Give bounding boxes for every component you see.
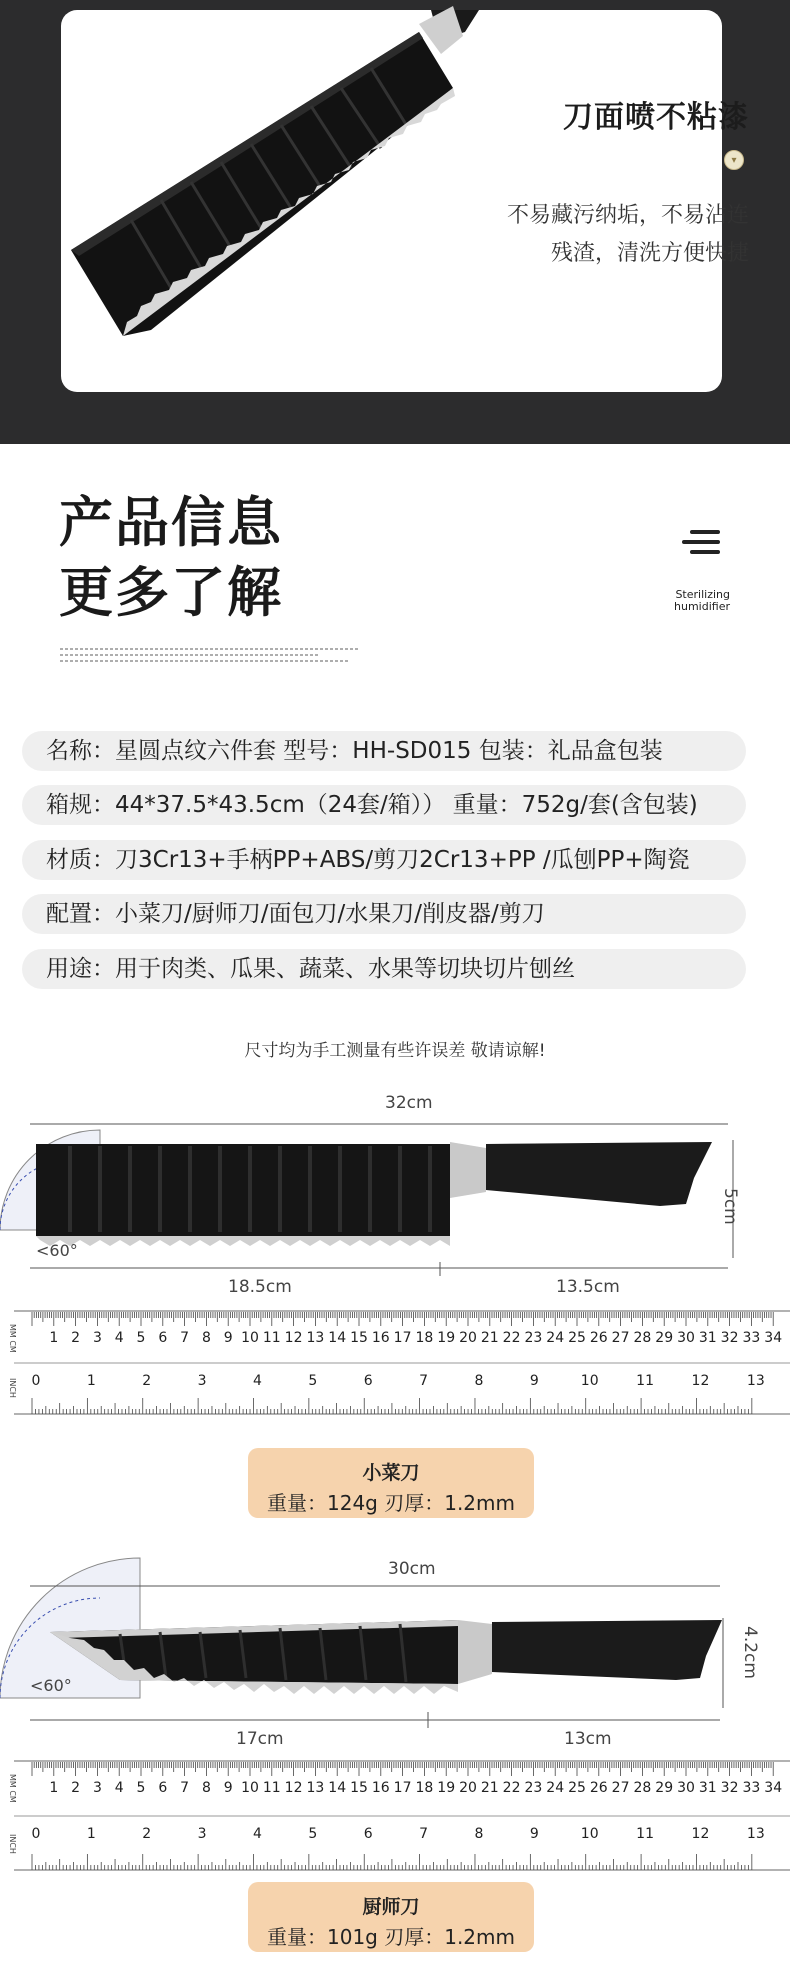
knife-label-2	[248, 1882, 534, 1952]
cm-mark: 15	[350, 1780, 368, 1796]
cm-mark: 22	[502, 1330, 521, 1346]
cm-mark: 27	[611, 1780, 630, 1796]
inch-mark: 12	[691, 1373, 710, 1389]
knife-name: 小菜刀	[362, 1462, 420, 1484]
blade-length-label: 18.5cm	[228, 1277, 292, 1297]
cm-mark: 12	[284, 1780, 303, 1796]
length-divider-1	[0, 1262, 790, 1282]
brand-tagline	[640, 589, 730, 613]
inch-mark: 0	[31, 1373, 41, 1389]
cm-mark: 14	[328, 1780, 347, 1796]
cm-mark: 29	[655, 1780, 674, 1796]
cm-mark: 18	[415, 1330, 434, 1346]
knife-diagram-2	[0, 1528, 790, 1708]
cm-mark: 1	[49, 1780, 59, 1796]
handle-length-label: 13cm	[564, 1729, 612, 1749]
angle-label: <60°	[36, 1241, 78, 1260]
cm-mark: 18	[415, 1780, 434, 1796]
cm-mark: 4	[114, 1330, 124, 1346]
inch-mark: 9	[529, 1373, 539, 1389]
knife-diagram-1	[0, 1118, 790, 1258]
ruler-1	[8, 1310, 790, 1416]
cm-mark: 20	[459, 1330, 477, 1346]
inch-mark: 11	[636, 1826, 655, 1842]
inch-mark: 12	[691, 1826, 710, 1842]
cm-mark: 7	[180, 1780, 190, 1796]
cm-mark: 21	[480, 1330, 499, 1346]
cm-mark: 28	[633, 1330, 652, 1346]
cm-mark: 29	[655, 1330, 674, 1346]
cm-mark: 1	[49, 1330, 59, 1346]
cm-mark: 5	[136, 1780, 146, 1796]
tagline-line1: Sterilizing	[675, 588, 730, 601]
menu-icon	[682, 530, 720, 560]
cm-mark: 21	[480, 1780, 499, 1796]
measurement-note: 尺寸均为手工测量有些许误差 敬请谅解!	[244, 1041, 546, 1061]
inch-mark: 3	[197, 1826, 207, 1842]
inch-mark: 13	[746, 1826, 765, 1842]
cm-mark: 25	[568, 1330, 586, 1346]
cm-mark: 16	[371, 1330, 390, 1346]
feature-description-line2: 残渣，清洗方便快捷	[550, 241, 749, 266]
cm-mark: 16	[371, 1780, 390, 1796]
cm-mark: 20	[459, 1780, 477, 1796]
height-label: 5cm	[720, 1188, 740, 1225]
ruler-unit-label: INCH	[8, 1378, 17, 1398]
cm-mark: 9	[223, 1780, 233, 1796]
cm-mark: 6	[158, 1780, 168, 1796]
inch-mark: 10	[580, 1826, 599, 1842]
inch-mark: 1	[86, 1373, 96, 1389]
cm-mark: 31	[698, 1780, 717, 1796]
spec-configuration: 配置：小菜刀/厨师刀/面包刀/水果刀/削皮器/剪刀	[46, 901, 545, 927]
inch-mark: 3	[197, 1373, 207, 1389]
cm-mark: 19	[437, 1780, 456, 1796]
inch-mark: 2	[142, 1373, 152, 1389]
cm-mark: 32	[720, 1330, 739, 1346]
inch-mark: 5	[308, 1826, 318, 1842]
tagline-line2: humidifier	[674, 600, 730, 613]
cm-mark: 2	[71, 1330, 81, 1346]
cm-mark: 12	[284, 1330, 303, 1346]
cm-mark: 23	[524, 1330, 543, 1346]
cm-mark: 14	[328, 1330, 347, 1346]
cm-mark: 7	[180, 1330, 190, 1346]
cm-mark: 17	[393, 1330, 412, 1346]
inch-mark: 8	[474, 1373, 484, 1389]
spec-material: 材质：刀3Cr13+手柄PP+ABS/剪刀2Cr13+PP /瓜刨PP+陶瓷	[46, 847, 690, 873]
decorative-fine-print	[60, 654, 320, 656]
cm-mark: 24	[546, 1780, 565, 1796]
feature-title: 刀面喷不粘漆	[563, 100, 749, 135]
ruler-unit-label: MM CM	[8, 1324, 17, 1353]
decorative-fine-print	[60, 660, 350, 662]
cm-mark: 25	[568, 1780, 586, 1796]
spec-carton-weight: 箱规：44*37.5*43.5cm（24套/箱）） 重量：752g/套(含包装)	[46, 792, 698, 818]
decorative-fine-print	[60, 648, 360, 650]
cm-mark: 8	[201, 1780, 211, 1796]
cm-mark: 33	[742, 1780, 761, 1796]
cm-mark: 10	[241, 1330, 259, 1346]
cm-mark: 27	[611, 1330, 630, 1346]
cm-mark: 2	[71, 1780, 81, 1796]
cm-mark: 22	[502, 1780, 521, 1796]
spec-usage: 用途：用于肉类、瓜果、蔬菜、水果等切块切片刨丝	[46, 956, 575, 982]
cm-mark: 3	[92, 1780, 102, 1796]
spec-name-model-packaging: 名称：星圆点纹六件套 型号：HH-SD015 包装：礼品盒包装	[46, 738, 663, 764]
cm-mark: 11	[262, 1780, 281, 1796]
knife-name: 厨师刀	[362, 1896, 420, 1918]
inch-mark: 10	[580, 1373, 599, 1389]
cm-mark: 5	[136, 1330, 146, 1346]
inch-mark: 8	[474, 1826, 484, 1842]
length-divider-2	[0, 1712, 790, 1732]
cm-mark: 13	[306, 1330, 325, 1346]
inch-mark: 6	[363, 1826, 373, 1842]
cm-mark: 33	[742, 1330, 761, 1346]
blade-length-label: 17cm	[236, 1729, 284, 1749]
cm-mark: 15	[350, 1330, 368, 1346]
cm-mark: 17	[393, 1780, 412, 1796]
cm-mark: 3	[92, 1330, 102, 1346]
inch-mark: 2	[142, 1826, 152, 1842]
inch-mark: 5	[308, 1373, 318, 1389]
chevron-down-icon: ▾	[724, 150, 744, 170]
knife-spec: 重量：101g 刃厚：1.2mm	[267, 1925, 515, 1949]
inch-mark: 13	[746, 1373, 765, 1389]
angle-label: <60°	[30, 1676, 72, 1695]
cm-mark: 31	[698, 1330, 717, 1346]
cm-mark: 13	[306, 1780, 325, 1796]
inch-mark: 4	[253, 1826, 262, 1842]
cm-mark: 9	[223, 1330, 233, 1346]
ruler-unit-label: MM CM	[8, 1774, 17, 1803]
cm-mark: 24	[546, 1330, 565, 1346]
cm-mark: 6	[158, 1330, 168, 1346]
cm-mark: 30	[677, 1330, 695, 1346]
inch-mark: 4	[253, 1373, 262, 1389]
cm-mark: 26	[589, 1330, 608, 1346]
handle-length-label: 13.5cm	[556, 1277, 620, 1297]
height-label: 4.2cm	[740, 1626, 760, 1679]
cm-mark: 32	[720, 1780, 739, 1796]
cm-mark: 28	[633, 1780, 652, 1796]
inch-mark: 11	[636, 1373, 655, 1389]
knife-spec: 重量：124g 刃厚：1.2mm	[267, 1491, 515, 1515]
cm-mark: 8	[201, 1330, 211, 1346]
inch-mark: 7	[419, 1826, 429, 1842]
cm-mark: 30	[677, 1780, 695, 1796]
info-heading-line2: 更多了解	[59, 561, 283, 624]
inch-mark: 6	[363, 1373, 373, 1389]
inch-mark: 7	[419, 1373, 429, 1389]
inch-mark: 9	[529, 1826, 539, 1842]
cm-mark: 34	[764, 1330, 783, 1346]
cm-mark: 26	[589, 1780, 608, 1796]
total-length-label: 32cm	[385, 1093, 433, 1113]
cm-mark: 11	[262, 1330, 281, 1346]
feature-description-line1: 不易藏污纳垢，不易沾连	[506, 203, 749, 228]
cm-mark: 19	[437, 1330, 456, 1346]
info-heading-line1: 产品信息	[59, 491, 283, 554]
cm-mark: 23	[524, 1780, 543, 1796]
inch-mark: 1	[86, 1826, 96, 1842]
knife-label-1	[248, 1448, 534, 1518]
ruler-unit-label: INCH	[8, 1834, 17, 1854]
inch-mark: 0	[31, 1826, 41, 1842]
cm-mark: 4	[114, 1780, 124, 1796]
cm-mark: 34	[764, 1780, 783, 1796]
ruler-2	[8, 1760, 790, 1872]
total-length-label: 30cm	[388, 1559, 436, 1579]
cm-mark: 10	[241, 1780, 259, 1796]
